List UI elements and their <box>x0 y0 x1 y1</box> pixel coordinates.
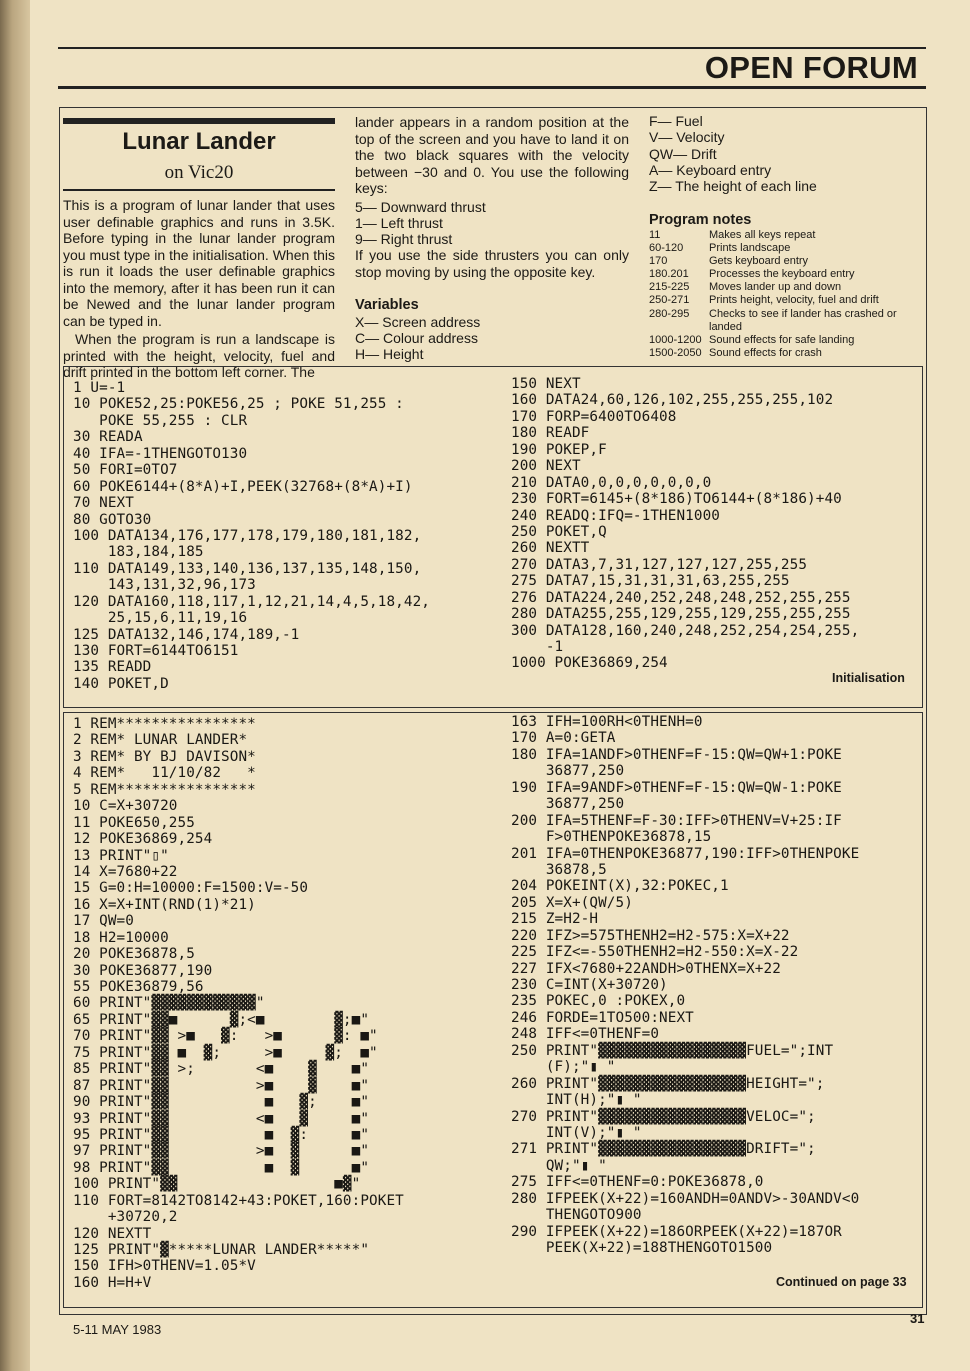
code-line: 270 DATA3,7,31,127,127,127,255,255 <box>511 556 808 573</box>
code-line: 55 POKE36879,56 <box>73 979 204 995</box>
code-line: 5 REM**************** <box>73 781 256 798</box>
program-note-desc: Checks to see if lander has crashed or landed <box>709 307 897 333</box>
header-rule-top <box>58 47 926 49</box>
code-line: INT(V);"▮ " <box>511 1124 642 1141</box>
code-line: 1000 POKE36869,254 <box>511 655 668 672</box>
code-line: THENGOTO900 <box>511 1207 642 1224</box>
variable-item: A— Keyboard entry <box>649 161 772 178</box>
code-line: 50 FORI=0TO7 <box>73 462 178 479</box>
continued-label: Continued on page 33 <box>776 1275 907 1289</box>
variable-item: QW— Drift <box>649 145 717 162</box>
code-line: POKE 55,255 : CLR <box>73 412 248 429</box>
code-line: 215 Z=H2-H <box>511 911 599 928</box>
code-line: 4 REM* 11/10/82 * <box>73 765 256 782</box>
code-line: 70 PRINT"▓▓ >■ ▓: >■ ▓: ■" <box>73 1028 378 1045</box>
code-line: 200 IFA=5THENF=F-30:IFF>0THENV=V+25:IF <box>511 812 842 829</box>
code-line: 120 DATA160,118,117,1,12,21,14,4,5,18,42, <box>73 593 431 610</box>
code-line: 16 X=X+INT(RND(1)*21) <box>73 896 256 913</box>
code-line: 240 READQ:IFQ=-1THEN1000 <box>511 507 720 524</box>
program-note-desc: Prints height, velocity, fuel and drift <box>709 294 879 307</box>
issue-date: 5-11 MAY 1983 <box>73 1322 162 1337</box>
variable-item: Z— The height of each line <box>649 178 817 195</box>
code-line: 270 PRINT"▓▓▓▓▓▓▓▓▓▓▓▓▓▓▓▓▓VELOC="; <box>511 1108 816 1125</box>
code-line: 300 DATA128,160,240,248,252,254,254,255, <box>511 622 860 639</box>
code-line: 180 READF <box>511 425 590 442</box>
code-line: 230 C=INT(X+30720) <box>511 977 668 993</box>
intro-paragraph: This is a program of lunar lander that uses user definable graphics and runs in 3.5K. Before typing in the lunar lander program you must type in the initialisation. When this is run it loads the user definable graphics into the memory, after it has been run it can be Newed and the lunar lander program can be typed in. <box>63 197 335 329</box>
side-thruster-note: If you use the side thrusters you can only stop moving by using the opposite key. <box>355 247 629 280</box>
code-line: 183,184,185 <box>73 544 204 561</box>
main-listing-left <box>73 716 404 1291</box>
code-line: 225 IFZ<=-550THENH2=H2-550:X=X-22 <box>511 944 799 961</box>
code-line: 230 FORT=6145+(8*186)TO6144+(8*186)+40 <box>511 491 842 508</box>
variables-heading: Variables <box>355 297 419 314</box>
program-note-line: 280-295 <box>649 307 690 320</box>
code-line: 11 POKE650,255 <box>73 814 195 831</box>
code-line: 36877,250 <box>511 763 625 780</box>
code-line: (F);"▮ " <box>511 1059 616 1076</box>
code-line: 25,15,6,11,19,16 <box>73 610 248 627</box>
code-line: 227 IFX<7680+22ANDH>0THENX=X+22 <box>511 960 781 977</box>
code-line: 143,131,32,96,173 <box>73 577 256 594</box>
page-number: 31 <box>910 1311 925 1326</box>
program-note <box>649 281 923 294</box>
code-line: 246 FORDE=1TO500:NEXT <box>511 1009 694 1026</box>
code-line: 170 FORP=6400TO6408 <box>511 408 677 425</box>
code-line: 110 FORT=8142TO8142+43:POKET,160:POKET <box>73 1192 404 1209</box>
code-line: 87 PRINT"▓▓ >■ ▓ ■" <box>73 1077 370 1094</box>
gameplay-paragraph-start: When the program is run a landscape is printed with the height, velocity, fuel and drift printed in the bottom left corner. The <box>63 331 335 380</box>
program-note <box>649 242 923 255</box>
code-line: 10 POKE52,25:POKE56,25 ; POKE 51,255 : <box>73 396 404 413</box>
program-note-line: 180.201 <box>649 268 689 281</box>
code-line: 260 NEXTT <box>511 540 590 557</box>
program-note-desc: Gets keyboard entry <box>709 255 809 268</box>
code-line: 235 POKEC,0 :POKEX,0 <box>511 993 686 1010</box>
code-line: 271 PRINT"▓▓▓▓▓▓▓▓▓▓▓▓▓▓▓▓▓DRIFT="; <box>511 1141 816 1158</box>
code-line: 98 PRINT"▓▓ ■ ▓ ■" <box>73 1159 370 1176</box>
code-line: 200 NEXT <box>511 458 581 475</box>
program-note-line: 215-225 <box>649 281 690 294</box>
code-line: 280 IFPEEK(X+22)=160ANDH=0ANDV>-30ANDV<0 <box>511 1190 860 1207</box>
page-gutter-shadow <box>0 0 30 1371</box>
code-line: 276 DATA224,240,252,248,248,252,255,255 <box>511 589 851 606</box>
code-line: 280 DATA255,255,129,255,129,255,255,255 <box>511 606 851 623</box>
code-line: 10 C=X+30720 <box>73 798 178 815</box>
code-line: 210 DATA0,0,0,0,0,0,0,0 <box>511 474 712 491</box>
code-line: 17 QW=0 <box>73 913 134 930</box>
code-line: 93 PRINT"▓▓ <■ ▓ ■" <box>73 1110 370 1127</box>
program-note-desc: Prints landscape <box>709 242 791 255</box>
code-line: 20 POKE36878,5 <box>73 946 195 963</box>
code-line: 204 POKEINT(X),32:POKEC,1 <box>511 878 729 895</box>
code-line: 110 DATA149,133,140,136,137,135,148,150, <box>73 560 422 577</box>
program-note-line: 1500-2050 <box>649 346 702 359</box>
program-note <box>649 347 923 360</box>
code-line: 36877,250 <box>511 796 625 813</box>
program-note-desc: Processes the keyboard entry <box>709 268 855 281</box>
code-line: 85 PRINT"▓▓ >; <■ ▓ ■" <box>73 1061 370 1078</box>
code-line: 220 IFZ>=575THENH2=H2-575:X=X+22 <box>511 927 790 944</box>
code-line: 97 PRINT"▓▓ >■ ▓ ■" <box>73 1143 370 1160</box>
variable-item: H— Height <box>355 346 424 363</box>
code-line: 190 IFA=9ANDF>0THENF=F-15:QW=QW-1:POKE <box>511 779 842 796</box>
code-line: 250 POKET,Q <box>511 523 607 540</box>
program-note-line: 1000-1200 <box>649 333 702 346</box>
program-note-desc: Sound effects for crash <box>709 346 822 359</box>
code-line: 160 DATA24,60,126,102,255,255,255,102 <box>511 392 834 409</box>
variable-item: X— Screen address <box>355 313 481 330</box>
code-line: 130 FORT=6144TO6151 <box>73 643 239 659</box>
code-line: 205 X=X+(QW/5) <box>511 894 633 911</box>
main-listing-right <box>511 714 859 1256</box>
variable-item: C— Colour address <box>355 330 478 347</box>
program-note <box>649 268 923 281</box>
code-line: 260 PRINT"▓▓▓▓▓▓▓▓▓▓▓▓▓▓▓▓▓HEIGHT="; <box>511 1075 825 1092</box>
program-notes-list <box>649 229 923 360</box>
article-title-box <box>63 118 335 191</box>
code-line: 65 PRINT"▓▓■ ▓;<■ ▓;■" <box>73 1011 370 1028</box>
code-line: 70 NEXT <box>73 495 134 512</box>
code-line: 170 A=0:GETA <box>511 730 616 747</box>
code-line: 163 IFH=100RH<0THENH=0 <box>511 714 703 730</box>
key-item: 9— Right thrust <box>355 231 453 248</box>
program-notes-heading: Program notes <box>649 212 752 229</box>
code-line: 1 U=-1 <box>73 380 126 396</box>
code-line: 90 PRINT"▓▓ ■ ▓; ■" <box>73 1094 370 1111</box>
program-note <box>649 334 923 347</box>
code-line: QW;"▮ " <box>511 1157 607 1174</box>
article-title: Lunar Lander <box>122 128 276 155</box>
code-line: 125 DATA132,146,174,189,-1 <box>73 626 300 643</box>
code-line: 180 IFA=1ANDF>0THENF=F-15:QW=QW+1:POKE <box>511 746 842 763</box>
code-line: INT(H);"▮ " <box>511 1092 642 1109</box>
code-line: 18 H2=10000 <box>73 929 169 946</box>
code-line: 160 H=H+V <box>73 1274 152 1291</box>
article-column-3 <box>649 113 923 360</box>
code-line: -1 <box>511 639 564 655</box>
variable-item: V— Velocity <box>649 129 725 146</box>
program-note-desc: Moves lander up and down <box>709 281 842 294</box>
code-line: 60 PRINT"▓▓▓▓▓▓▓▓▓▓▓▓" <box>73 995 265 1012</box>
program-note-line: 170 <box>649 255 668 268</box>
code-line: 80 GOTO30 <box>73 511 152 528</box>
program-note-line: 60-120 <box>649 242 684 255</box>
init-listing-left <box>73 380 430 692</box>
variable-item: F— Fuel <box>649 113 703 129</box>
code-line: 275 DATA7,15,31,31,31,63,255,255 <box>511 573 790 590</box>
program-note-line: 11 <box>649 228 661 241</box>
code-line: 100 DATA134,176,177,178,179,180,181,182, <box>73 527 422 544</box>
code-line: 75 PRINT"▓▓ ■ ▓; >■ ▓; ■" <box>73 1044 378 1061</box>
code-line: 290 IFPEEK(X+22)=186ORPEEK(X+22)=187OR <box>511 1223 842 1240</box>
header-rule-bottom <box>58 86 926 89</box>
code-line: 30 POKE36877,190 <box>73 962 213 979</box>
code-line: 40 IFA=-1THENGOTO130 <box>73 445 248 462</box>
code-line: 1 REM**************** <box>73 716 256 732</box>
code-line: 120 NEXTT <box>73 1225 152 1242</box>
code-line: 2 REM* LUNAR LANDER* <box>73 732 248 749</box>
section-title: OPEN FORUM <box>704 50 918 85</box>
code-line: 95 PRINT"▓▓ ■ ▓: ■" <box>73 1126 370 1143</box>
code-line: 201 IFA=0THENPOKE36877,190:IFF>0THENPOKE <box>511 845 860 862</box>
code-line: 60 POKE6144+(8*A)+I,PEEK(32768+(8*A)+I) <box>73 478 413 495</box>
program-note <box>649 294 923 307</box>
code-line: 150 NEXT <box>511 376 581 392</box>
code-line: 14 X=7680+22 <box>73 863 178 880</box>
program-note-desc: Makes all keys repeat <box>709 228 816 241</box>
article-column-2 <box>355 114 629 363</box>
gameplay-paragraph-cont: lander appears in a random position at the top of the screen and you have to land it on the two black squares with the velocity between −30 and 0. You use the following keys: <box>355 114 629 196</box>
code-line: 125 PRINT"▓*****LUNAR LANDER*****" <box>73 1242 370 1258</box>
code-line: +30720,2 <box>73 1209 178 1226</box>
code-line: 250 PRINT"▓▓▓▓▓▓▓▓▓▓▓▓▓▓▓▓▓FUEL=";INT <box>511 1042 834 1059</box>
article-column-1 <box>63 118 335 380</box>
code-line: 13 PRINT"▯" <box>73 847 169 864</box>
code-line: 135 READD <box>73 659 152 676</box>
code-line: 12 POKE36869,254 <box>73 831 213 848</box>
code-line: 100 PRINT"▓▓ ■▓" <box>73 1176 361 1193</box>
program-note-desc: Sound effects for safe landing <box>709 333 855 346</box>
code-line: F>0THENPOKE36878,15 <box>511 829 712 846</box>
code-line: 30 READA <box>73 429 143 446</box>
code-line: 275 IFF<=0THENF=0:POKE36878,0 <box>511 1174 764 1191</box>
code-line: 150 IFH>0THENV=1.05*V <box>73 1258 256 1275</box>
key-item: 1— Left thrust <box>355 214 443 231</box>
code-line: 248 IFF<=0THENF=0 <box>511 1026 660 1043</box>
key-item: 5— Downward thrust <box>355 198 486 215</box>
article-subtitle: on Vic20 <box>164 162 234 183</box>
program-note <box>649 229 923 242</box>
program-note <box>649 308 923 334</box>
code-line: 36878,5 <box>511 861 607 878</box>
code-line: 15 G=0:H=10000:F=1500:V=-50 <box>73 880 309 897</box>
initialisation-label: Initialisation <box>832 671 905 685</box>
init-listing-right <box>511 376 859 672</box>
code-line: PEEK(X+22)=188THENGOTO1500 <box>511 1240 773 1256</box>
program-note <box>649 255 923 268</box>
code-line: 3 REM* BY BJ DAVISON* <box>73 748 256 765</box>
code-line: 140 POKET,D <box>73 675 169 692</box>
code-line: 190 POKEP,F <box>511 441 607 458</box>
program-note-line: 250-271 <box>649 294 690 307</box>
